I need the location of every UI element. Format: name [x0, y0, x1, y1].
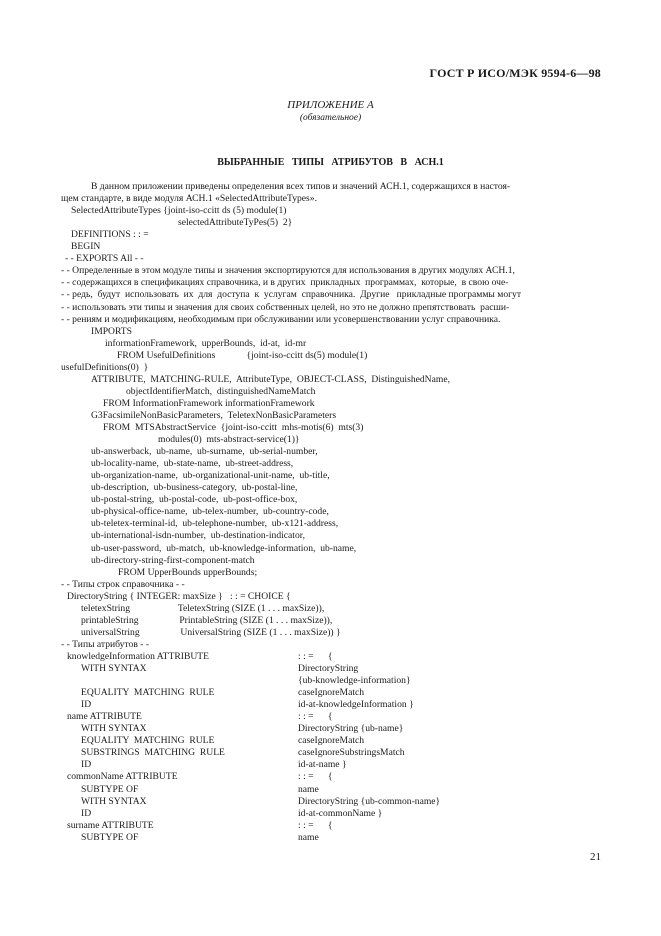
- text-line: FROM UpperBounds upperBounds;: [118, 566, 258, 578]
- text-line-value: id-at-knowledgeInformation }: [298, 699, 414, 711]
- text-line-value: DirectoryString {ub-common-name}: [298, 795, 441, 807]
- text-line: G3FacsimileNonBasicParameters, TeletexNonBasicParameters: [91, 409, 337, 421]
- text-line: modules(0) mts-abstract-service(1)}: [158, 434, 300, 446]
- text-line: DEFINITIONS : : =: [71, 229, 149, 241]
- text-line-value: : : = {: [298, 650, 333, 662]
- text-line-value: caseIgnoreMatch: [298, 687, 365, 699]
- text-line: ID: [81, 699, 92, 711]
- text-line: EQUALITY MATCHING RULE: [81, 687, 215, 699]
- section-title: ВЫБРАННЫЕ ТИПЫ АТРИБУТОВ В АСН.1: [217, 157, 444, 168]
- text-line: щем стандарте, в виде модуля АСН.1 «SelectedAttributeTypes».: [61, 193, 317, 205]
- text-line-value: caseIgnoreMatch: [298, 735, 365, 747]
- text-line: SUBSTRINGS MATCHING RULE: [81, 747, 225, 759]
- text-line: FROM InformationFramework informationFramework: [103, 397, 315, 409]
- text-line-value: : : = {: [298, 771, 333, 783]
- text-line: BEGIN: [71, 241, 101, 253]
- text-line: EQUALITY MATCHING RULE: [81, 735, 215, 747]
- text-line-value: DirectoryString {ub-name}: [298, 723, 404, 735]
- text-line: ub-postal-string, ub-postal-code, ub-post-office-box,: [91, 494, 298, 506]
- text-line: SelectedAttributeTypes {joint-iso-ccitt ds (5) module(1): [71, 205, 287, 217]
- appendix-subtitle: (обязательное): [299, 113, 362, 123]
- text-line: universalString UniversalString (SIZE (1 . . . maxSize)) }: [81, 626, 341, 638]
- text-line: WITH SYNTAX: [81, 663, 147, 674]
- text-line: ub-physical-office-name, ub-telex-number, ub-country-code,: [91, 506, 329, 518]
- text-line: ub-description, ub-business-category, ub-postal-line,: [91, 482, 298, 494]
- text-line: ub-answerback, ub-name, ub-surname, ub-serial-number,: [91, 446, 318, 458]
- text-line-value: name: [298, 831, 319, 843]
- text-line: usefulDefinitions(0) }: [61, 361, 149, 373]
- text-line: commonName ATTRIBUTE: [67, 771, 178, 783]
- text-line-value: : : = {: [298, 711, 333, 723]
- text-line: teletexString TeletexString (SIZE (1 . . . maxSize)),: [81, 602, 325, 614]
- text-line: SUBTYPE OF: [81, 783, 139, 795]
- text-line: - - рениям и модификациям, необходимым при обслуживании или усовершенствовании услуг справочника.: [61, 313, 501, 325]
- page-number: 21: [590, 851, 601, 863]
- text-line: surname ATTRIBUTE: [67, 819, 154, 831]
- text-line: printableString PrintableString (SIZE (1 . . . maxSize)),: [81, 614, 333, 626]
- text-line: ID: [81, 759, 92, 771]
- text-line-value: {ub-knowledge-information}: [298, 675, 411, 687]
- text-line: ub-international-isdn-number, ub-destination-indicator,: [91, 530, 305, 542]
- text-line: WITH SYNTAX: [81, 723, 147, 735]
- text-line: - - использовать эти типы и значения для своих собственных целей, но это не должно препятствовать расши-: [61, 301, 510, 313]
- text-line: ub-locality-name, ub-state-name, ub-street-address,: [91, 458, 294, 470]
- text-line: ub-organization-name, ub-organizational-unit-name, ub-title,: [91, 470, 330, 482]
- text-line: - - редь, будут использовать их для доступа к услугам справочника. Другие прикладные программы могут: [61, 289, 522, 301]
- text-line: SUBTYPE OF: [81, 831, 139, 843]
- text-line: - - Типы строк справочника - -: [61, 578, 185, 590]
- text-line: ub-user-password, ub-match, ub-knowledge-information, ub-name,: [91, 542, 357, 554]
- document-header: ГОСТ Р ИСО/МЭК 9594-6—98: [429, 66, 601, 80]
- text-line: name ATTRIBUTE: [67, 711, 142, 723]
- text-line: - - Типы атрибутов - -: [61, 638, 150, 650]
- text-line: WITH SYNTAX: [81, 795, 147, 807]
- text-line: ATTRIBUTE, MATCHING-RULE, AttributeType, OBJECT-CLASS, DistinguishedName,: [91, 373, 450, 385]
- text-line: informationFramework, upperBounds, id-at, id-mr: [105, 337, 307, 349]
- text-line: - - содержащихся в спецификациях справочника, и в других прикладных программах, которые, в свою оче-: [61, 277, 509, 289]
- text-line: FROM UsefulDefinitions {joint-iso-ccitt ds(5) module(1): [117, 349, 368, 361]
- text-line: - - Определенные в этом модуле типы и значения экспортируются для использования в других модулях АСН.1,: [61, 265, 515, 277]
- text-line: IMPORTS: [91, 325, 133, 337]
- text-line: ub-teletex-terminal-id, ub-telephone-number, ub-x121-address,: [91, 518, 339, 530]
- text-line: В данном приложении приведены определения всех типов и значений АСН.1, содержащихся в настоя-: [91, 181, 511, 192]
- text-line-value: : : = {: [298, 819, 333, 831]
- text-line: selectedAttributeTyPes(5) 2}: [178, 217, 293, 229]
- appendix-title: ПРИЛОЖЕНИЕ А: [287, 99, 374, 111]
- text-line-value: caseIgnoreSubstringsMatch: [298, 747, 405, 759]
- text-line: ub-directory-string-first-component-match: [91, 554, 255, 566]
- text-line: - - EXPORTS All - -: [65, 253, 144, 265]
- text-line-value: DirectoryString: [298, 663, 359, 674]
- text-line-value: name: [298, 783, 319, 795]
- text-line: knowledgeInformation ATTRIBUTE: [67, 650, 210, 662]
- text-line: DirectoryString { INTEGER: maxSize } : : = CHOICE {: [67, 590, 291, 602]
- text-line: FROM MTSAbstractService {joint-iso-ccitt mhs-motis(6) mts(3): [103, 422, 364, 433]
- text-line: objectIdentifierMatch, distinguishedNameMatch: [126, 385, 316, 397]
- text-line-value: id-at-name }: [298, 759, 347, 771]
- text-line: ID: [81, 807, 92, 819]
- text-line-value: id-at-commonName }: [298, 807, 383, 819]
